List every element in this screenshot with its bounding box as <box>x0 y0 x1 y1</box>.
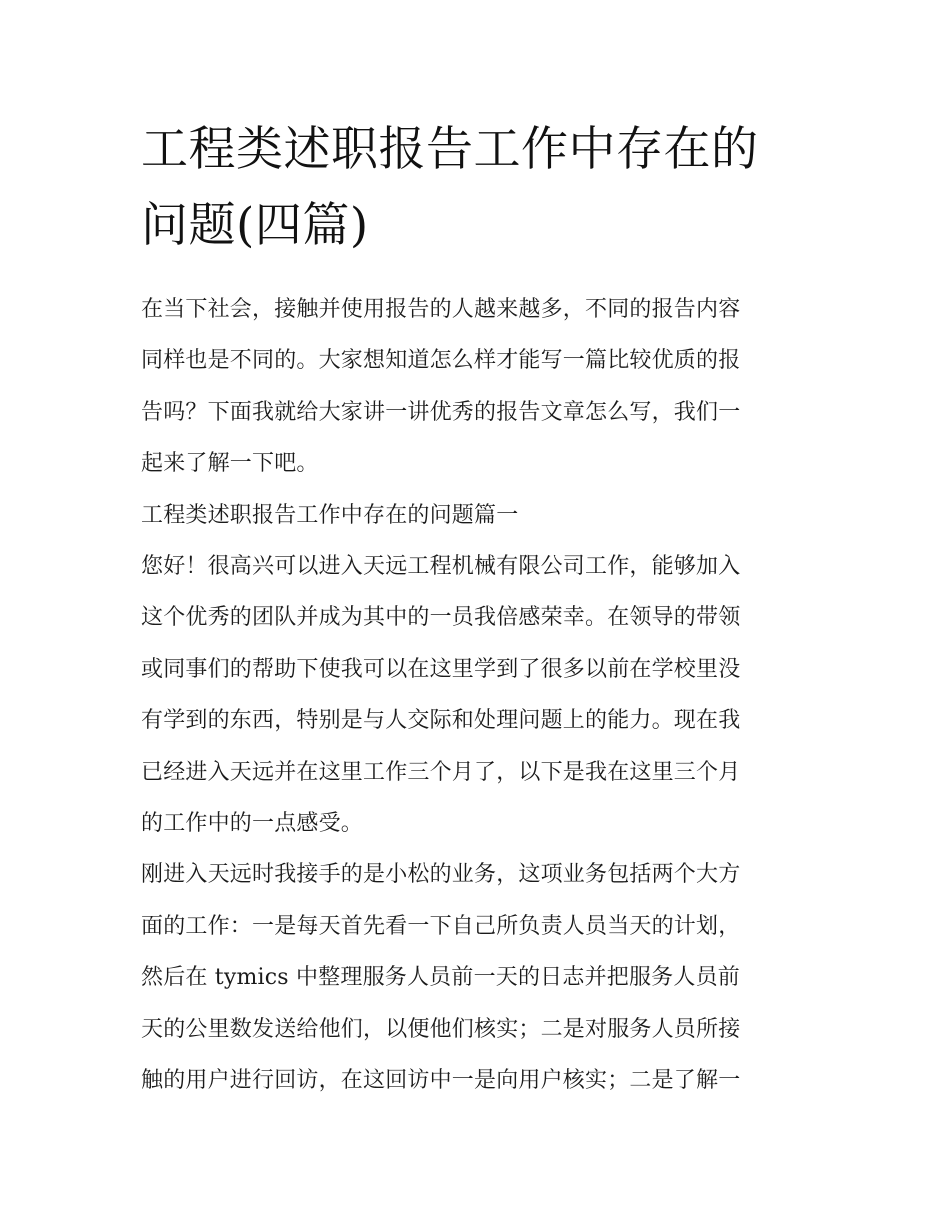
title-line: 工程类述职报告工作中存在的 <box>141 122 759 177</box>
text-line: 有学到的东西，特别是与人交际和处理问题上的能力。现在我 <box>141 708 741 734</box>
intro-paragraph <box>141 284 813 490</box>
text-line: 然后在 tymics 中整理服务人员前一天的日志并把服务人员前 <box>141 965 740 991</box>
text-line: 已经进入天远并在这里工作三个月了，以下是我在这里三个月 <box>141 759 741 785</box>
text-line: 同样也是不同的。大家想知道怎么样才能写一篇比较优质的报 <box>141 348 741 374</box>
text-line: 告吗？下面我就给大家讲一讲优秀的报告文章怎么写，我们一 <box>141 399 741 425</box>
document-title <box>141 112 813 264</box>
document-page <box>141 112 813 1107</box>
section-heading: 工程类述职报告工作中存在的问题篇一 <box>141 502 519 528</box>
text-line: 刚进入天远时我接手的是小松的业务，这项业务包括两个大方 <box>141 862 741 888</box>
text-line: 或同事们的帮助下使我可以在这里学到了很多以前在学校里没 <box>141 656 741 682</box>
body-paragraph-1 <box>141 541 813 849</box>
title-line: 问题(四篇) <box>141 198 369 253</box>
text-line: 天的公里数发送给他们，以便他们核实；二是对服务人员所接 <box>141 1016 741 1042</box>
text-line: 的工作中的一点感受。 <box>141 811 364 837</box>
text-line: 起来了解一下吧。 <box>141 451 319 477</box>
text-line: 这个优秀的团队并成为其中的一员我倍感荣幸。在领导的带领 <box>141 605 741 631</box>
text-line: 面的工作：一是每天首先看一下自己所负责人员当天的计划， <box>141 913 741 939</box>
text-line: 触的用户进行回访，在这回访中一是向用户核实；二是了解一 <box>141 1068 741 1094</box>
text-line: 您好！很高兴可以进入天远工程机械有限公司工作，能够加入 <box>141 554 741 580</box>
body-paragraph-2 <box>141 849 813 1106</box>
text-line: 在当下社会，接触并使用报告的人越来越多，不同的报告内容 <box>141 297 741 322</box>
